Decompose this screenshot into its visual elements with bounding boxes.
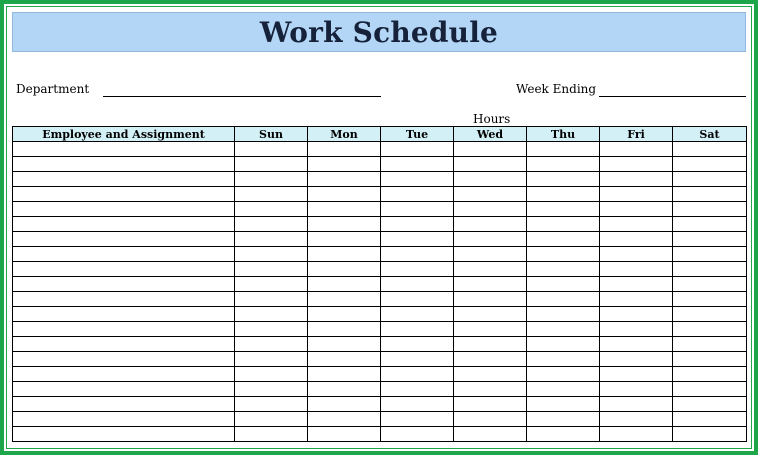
hours-cell-wed[interactable]: [454, 367, 527, 382]
hours-cell-thu[interactable]: [527, 367, 600, 382]
hours-cell-wed[interactable]: [454, 247, 527, 262]
hours-cell-sat[interactable]: [673, 292, 747, 307]
hours-cell-sun[interactable]: [235, 247, 308, 262]
table-row: [13, 277, 747, 292]
department-field[interactable]: [103, 96, 381, 97]
table-row: [13, 397, 747, 412]
hours-cell-mon[interactable]: [308, 352, 381, 367]
hours-cell-wed[interactable]: [454, 277, 527, 292]
table-row: [13, 337, 747, 352]
table-row: [13, 412, 747, 427]
hours-cell-mon[interactable]: [308, 382, 381, 397]
hours-cell-tue[interactable]: [381, 157, 454, 172]
employee-cell[interactable]: [13, 397, 235, 412]
hours-cell-sat[interactable]: [673, 427, 747, 442]
hours-cell-tue[interactable]: [381, 307, 454, 322]
table-row: [13, 217, 747, 232]
hours-cell-wed[interactable]: [454, 157, 527, 172]
hours-cell-tue[interactable]: [381, 427, 454, 442]
employee-cell[interactable]: [13, 187, 235, 202]
hours-cell-tue[interactable]: [381, 262, 454, 277]
hours-cell-sat[interactable]: [673, 397, 747, 412]
hours-cell-mon[interactable]: [308, 322, 381, 337]
hours-cell-thu[interactable]: [527, 292, 600, 307]
hours-cell-tue[interactable]: [381, 277, 454, 292]
employee-cell[interactable]: [13, 427, 235, 442]
table-row: [13, 427, 747, 442]
table-row: [13, 157, 747, 172]
hours-cell-mon[interactable]: [308, 217, 381, 232]
hours-cell-sun[interactable]: [235, 202, 308, 217]
hours-cell-fri[interactable]: [600, 232, 673, 247]
title-bar: [12, 12, 746, 52]
employee-cell[interactable]: [13, 217, 235, 232]
hours-cell-tue[interactable]: [381, 382, 454, 397]
week-ending-field[interactable]: [599, 96, 746, 97]
employee-cell[interactable]: [13, 262, 235, 277]
hours-cell-wed[interactable]: [454, 427, 527, 442]
hours-cell-sat[interactable]: [673, 337, 747, 352]
hours-cell-fri[interactable]: [600, 247, 673, 262]
hours-cell-mon[interactable]: [308, 427, 381, 442]
employee-cell[interactable]: [13, 232, 235, 247]
employee-cell[interactable]: [13, 307, 235, 322]
table-row: [13, 187, 747, 202]
table-row: [13, 172, 747, 187]
col-header-tue: Tue: [381, 127, 454, 142]
hours-cell-thu[interactable]: [527, 322, 600, 337]
hours-cell-sat[interactable]: [673, 412, 747, 427]
hours-cell-wed[interactable]: [454, 382, 527, 397]
hours-cell-thu[interactable]: [527, 262, 600, 277]
table-row: [13, 292, 747, 307]
employee-cell[interactable]: [13, 142, 235, 157]
hours-cell-sat[interactable]: [673, 367, 747, 382]
employee-cell[interactable]: [13, 367, 235, 382]
hours-cell-wed[interactable]: [454, 397, 527, 412]
hours-cell-mon[interactable]: [308, 172, 381, 187]
hours-cell-tue[interactable]: [381, 367, 454, 382]
hours-cell-wed[interactable]: [454, 292, 527, 307]
hours-cell-sun[interactable]: [235, 337, 308, 352]
hours-cell-sat[interactable]: [673, 382, 747, 397]
table-row: [13, 247, 747, 262]
employee-cell[interactable]: [13, 412, 235, 427]
employee-cell[interactable]: [13, 352, 235, 367]
hours-cell-tue[interactable]: [381, 202, 454, 217]
hours-cell-fri[interactable]: [600, 217, 673, 232]
hours-cell-mon[interactable]: [308, 157, 381, 172]
hours-cell-tue[interactable]: [381, 412, 454, 427]
table-row: [13, 142, 747, 157]
schedule-body: [13, 142, 747, 442]
hours-cell-wed[interactable]: [454, 187, 527, 202]
hours-cell-wed[interactable]: [454, 217, 527, 232]
hours-cell-mon[interactable]: [308, 307, 381, 322]
employee-cell[interactable]: [13, 337, 235, 352]
employee-cell[interactable]: [13, 247, 235, 262]
hours-label: Hours: [473, 112, 511, 126]
hours-cell-tue[interactable]: [381, 187, 454, 202]
hours-cell-thu[interactable]: [527, 427, 600, 442]
col-header-mon: Mon: [308, 127, 381, 142]
col-header-employee: Employee and Assignment: [13, 127, 235, 142]
week-ending-label: Week Ending: [516, 82, 597, 96]
hours-cell-mon[interactable]: [308, 247, 381, 262]
hours-cell-tue[interactable]: [381, 337, 454, 352]
employee-cell[interactable]: [13, 292, 235, 307]
hours-cell-sun[interactable]: [235, 382, 308, 397]
hours-cell-fri[interactable]: [600, 292, 673, 307]
hours-cell-mon[interactable]: [308, 397, 381, 412]
hours-cell-fri[interactable]: [600, 262, 673, 277]
hours-cell-fri[interactable]: [600, 367, 673, 382]
hours-cell-wed[interactable]: [454, 172, 527, 187]
hours-cell-sat[interactable]: [673, 172, 747, 187]
hours-cell-sat[interactable]: [673, 307, 747, 322]
table-row: [13, 352, 747, 367]
hours-cell-sun[interactable]: [235, 187, 308, 202]
table-row: [13, 322, 747, 337]
hours-cell-thu[interactable]: [527, 187, 600, 202]
hours-cell-fri[interactable]: [600, 202, 673, 217]
hours-cell-sat[interactable]: [673, 247, 747, 262]
hours-cell-mon[interactable]: [308, 292, 381, 307]
hours-cell-tue[interactable]: [381, 322, 454, 337]
hours-cell-mon[interactable]: [308, 142, 381, 157]
hours-cell-fri[interactable]: [600, 322, 673, 337]
hours-cell-sat[interactable]: [673, 187, 747, 202]
hours-cell-sun[interactable]: [235, 217, 308, 232]
employee-cell[interactable]: [13, 157, 235, 172]
hours-cell-wed[interactable]: [454, 412, 527, 427]
hours-cell-fri[interactable]: [600, 157, 673, 172]
hours-cell-tue[interactable]: [381, 232, 454, 247]
hours-cell-mon[interactable]: [308, 202, 381, 217]
hours-cell-mon[interactable]: [308, 337, 381, 352]
hours-cell-fri[interactable]: [600, 382, 673, 397]
hours-cell-sat[interactable]: [673, 352, 747, 367]
table-row: [13, 367, 747, 382]
hours-cell-mon[interactable]: [308, 277, 381, 292]
hours-cell-wed[interactable]: [454, 232, 527, 247]
hours-cell-wed[interactable]: [454, 202, 527, 217]
col-header-wed: Wed: [454, 127, 527, 142]
hours-cell-thu[interactable]: [527, 352, 600, 367]
hours-cell-sat[interactable]: [673, 142, 747, 157]
col-header-sun: Sun: [235, 127, 308, 142]
table-row: [13, 307, 747, 322]
hours-cell-sun[interactable]: [235, 157, 308, 172]
hours-cell-fri[interactable]: [600, 187, 673, 202]
col-header-thu: Thu: [527, 127, 600, 142]
hours-cell-mon[interactable]: [308, 412, 381, 427]
hours-cell-sun[interactable]: [235, 322, 308, 337]
hours-cell-wed[interactable]: [454, 307, 527, 322]
table-row: [13, 262, 747, 277]
col-header-sat: Sat: [673, 127, 747, 142]
hours-cell-sun[interactable]: [235, 307, 308, 322]
hours-cell-thu[interactable]: [527, 247, 600, 262]
employee-cell[interactable]: [13, 202, 235, 217]
hours-cell-thu[interactable]: [527, 307, 600, 322]
hours-cell-sat[interactable]: [673, 322, 747, 337]
table-row: [13, 232, 747, 247]
hours-cell-thu[interactable]: [527, 157, 600, 172]
hours-cell-tue[interactable]: [381, 217, 454, 232]
hours-cell-mon[interactable]: [308, 262, 381, 277]
hours-cell-thu[interactable]: [527, 397, 600, 412]
schedule-table: [12, 126, 747, 442]
header-row: [13, 127, 747, 142]
hours-cell-fri[interactable]: [600, 412, 673, 427]
hours-cell-wed[interactable]: [454, 322, 527, 337]
hours-cell-tue[interactable]: [381, 247, 454, 262]
hours-cell-sat[interactable]: [673, 232, 747, 247]
hours-cell-thu[interactable]: [527, 412, 600, 427]
hours-cell-tue[interactable]: [381, 142, 454, 157]
employee-cell[interactable]: [13, 322, 235, 337]
hours-cell-thu[interactable]: [527, 142, 600, 157]
hours-cell-thu[interactable]: [527, 172, 600, 187]
hours-cell-thu[interactable]: [527, 277, 600, 292]
hours-cell-sun[interactable]: [235, 367, 308, 382]
hours-cell-fri[interactable]: [600, 172, 673, 187]
hours-cell-sun[interactable]: [235, 277, 308, 292]
hours-cell-sun[interactable]: [235, 292, 308, 307]
hours-cell-fri[interactable]: [600, 397, 673, 412]
hours-cell-tue[interactable]: [381, 172, 454, 187]
hours-cell-sun[interactable]: [235, 142, 308, 157]
hours-cell-wed[interactable]: [454, 337, 527, 352]
hours-cell-fri[interactable]: [600, 337, 673, 352]
hours-cell-sat[interactable]: [673, 157, 747, 172]
hours-cell-sun[interactable]: [235, 262, 308, 277]
hours-cell-mon[interactable]: [308, 367, 381, 382]
hours-cell-fri[interactable]: [600, 277, 673, 292]
hours-cell-wed[interactable]: [454, 142, 527, 157]
hours-cell-sun[interactable]: [235, 397, 308, 412]
hours-cell-sat[interactable]: [673, 202, 747, 217]
table-row: [13, 202, 747, 217]
employee-cell[interactable]: [13, 277, 235, 292]
table-row: [13, 382, 747, 397]
hours-cell-sun[interactable]: [235, 352, 308, 367]
hours-cell-thu[interactable]: [527, 202, 600, 217]
employee-cell[interactable]: [13, 172, 235, 187]
employee-cell[interactable]: [13, 382, 235, 397]
hours-cell-sun[interactable]: [235, 172, 308, 187]
hours-cell-sat[interactable]: [673, 262, 747, 277]
department-label: Department: [16, 82, 90, 96]
hours-cell-wed[interactable]: [454, 262, 527, 277]
hours-cell-thu[interactable]: [527, 232, 600, 247]
hours-cell-thu[interactable]: [527, 217, 600, 232]
hours-cell-mon[interactable]: [308, 187, 381, 202]
page-title: Work Schedule: [259, 15, 499, 49]
hours-cell-sat[interactable]: [673, 277, 747, 292]
hours-cell-tue[interactable]: [381, 292, 454, 307]
hours-cell-wed[interactable]: [454, 352, 527, 367]
hours-cell-sun[interactable]: [235, 232, 308, 247]
hours-cell-thu[interactable]: [527, 382, 600, 397]
hours-cell-thu[interactable]: [527, 337, 600, 352]
hours-cell-sun[interactable]: [235, 427, 308, 442]
hours-cell-tue[interactable]: [381, 352, 454, 367]
col-header-fri: Fri: [600, 127, 673, 142]
hours-cell-sat[interactable]: [673, 217, 747, 232]
hours-cell-fri[interactable]: [600, 427, 673, 442]
hours-cell-fri[interactable]: [600, 307, 673, 322]
hours-cell-mon[interactable]: [308, 232, 381, 247]
hours-cell-tue[interactable]: [381, 397, 454, 412]
hours-cell-sun[interactable]: [235, 412, 308, 427]
hours-cell-fri[interactable]: [600, 352, 673, 367]
hours-cell-fri[interactable]: [600, 142, 673, 157]
